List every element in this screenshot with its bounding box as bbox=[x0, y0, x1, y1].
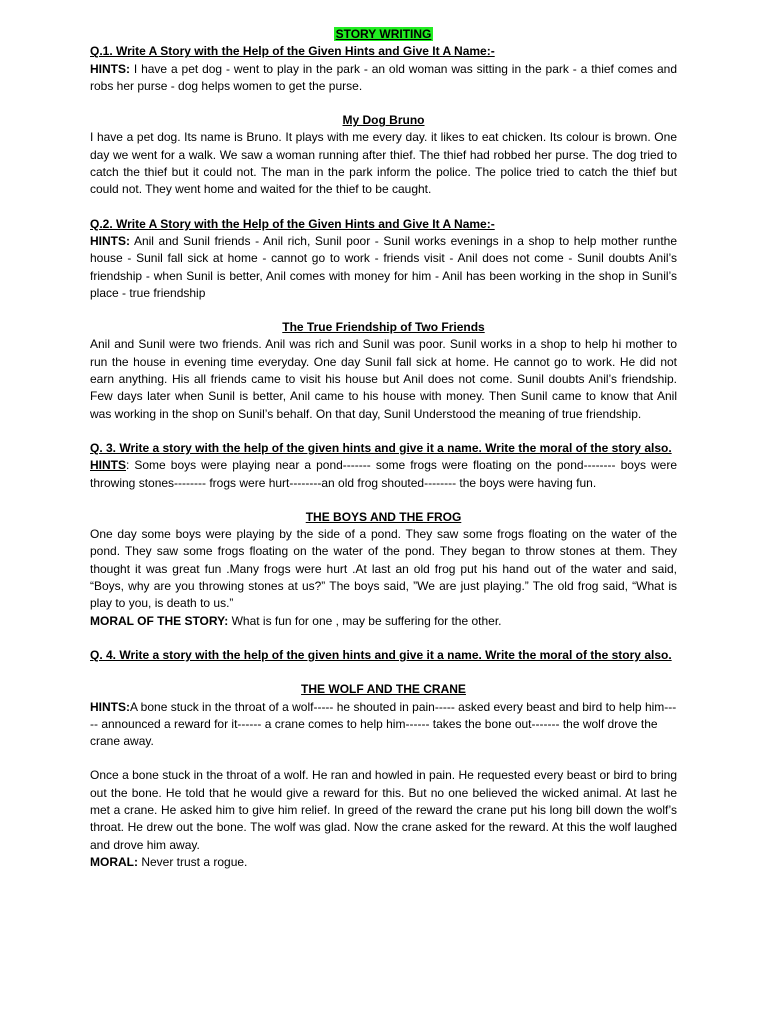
q3-question: Q. 3. Write a story with the help of the given hints and give it a name. Write the moral of the story also. bbox=[90, 440, 672, 455]
q3-story: One day some boys were playing by the side of a pond. They saw some frogs floating on the water of the pond. They saw some frogs floating on the water of the pond. They began to throw stones at them. They thought it was great fun .Many frogs were hurt .At last an old frog put his hand out of the water and said, “Boys, why are you throwing stones at us?” The boys said, ”We are just playing.” The old frog said, “What is play to you, is death to us.” bbox=[90, 527, 677, 611]
q4-hints-label: HINTS: bbox=[90, 699, 130, 714]
q4-story-title: THE WOLF AND THE CRANE bbox=[301, 682, 466, 697]
q1-story-title: My Dog Bruno bbox=[342, 113, 425, 128]
q2-question: Q.2. Write A Story with the Help of the Given Hints and Give It A Name:- bbox=[90, 216, 495, 231]
doc-title-line bbox=[90, 26, 677, 43]
q3-hints-label: HINTS bbox=[90, 458, 126, 473]
document-page bbox=[90, 26, 677, 871]
q2-hints-text: Anil and Sunil friends - Anil rich, Sunil poor - Sunil works evenings in a shop to help mother runthe house - Sunil fall sick at home - cannot go to work - friends visit - Anil does not come - Sunil doubts Anil’s friendship - when Sunil is better, Anil comes with money for him - Anil has been working in the shop in Sunil’s place - true friendship bbox=[90, 233, 677, 300]
q1-hints-text: I have a pet dog - went to play in the park - an old woman was sitting in the park - a thief comes and robs her purse - dog helps women to get the purse. bbox=[90, 61, 677, 93]
q4-moral-text: Never trust a rogue. bbox=[138, 854, 248, 869]
q3-moral-text: What is fun for one , may be suffering for the other. bbox=[228, 613, 502, 628]
q1-question: Q.1. Write A Story with the Help of the Given Hints and Give It A Name:- bbox=[90, 44, 495, 59]
q4-hints bbox=[90, 699, 677, 751]
q1-hints bbox=[90, 61, 677, 96]
q2-story: Anil and Sunil were two friends. Anil was rich and Sunil was poor. Sunil works in a shop to help hi mother to run the house in evening time everyday. One day Sunil fall sick at home. He cannot go to work. He did not earn anything. His all friends came to visit his house but Anil does not come. Sunil doubts Anil’s friendship. Few days later when Sunil is better, Anil came to his house with money. Then Sunil came to know that Anil was working in the shop on Sunil’s behalf. On that day, Sunil Understood the meaning of true friendship. bbox=[90, 337, 677, 421]
q3-moral bbox=[90, 613, 677, 630]
q4-question: Q. 4. Write a story with the help of the given hints and give it a name. Write the moral of the story also. bbox=[90, 647, 672, 662]
q3-story-title: THE BOYS AND THE FROG bbox=[305, 509, 462, 524]
q2-hints-label: HINTS: bbox=[90, 233, 130, 248]
doc-title: STORY WRITING bbox=[335, 27, 432, 41]
q4-moral bbox=[90, 854, 677, 871]
q1-hints-label: HINTS: bbox=[90, 61, 130, 76]
q3-hints-text: : Some boys were playing near a pond------- some frogs were floating on the pond-------- boys were throwing stones-------- frogs were hurt--------an old frog shouted-------- the boys were having fun. bbox=[90, 458, 677, 490]
q4-story: Once a bone stuck in the throat of a wolf. He ran and howled in pain. He requested every beast or bird to bring out the bone. He told that he would give a reward for this. But no one believed the wicked animal. At last he met a crane. He asked him to give him relief. In greed of the reward the crane put his long bill down the wolf’s throat. He drew out the bone. The wolf was glad. Now the crane asked for the reward. At this the wolf laughed and drove him away. bbox=[90, 768, 677, 852]
q2-story-title: The True Friendship of Two Friends bbox=[282, 320, 485, 335]
q4-moral-label: MORAL: bbox=[90, 854, 138, 869]
q4-hints-text: A bone stuck in the throat of a wolf----- he shouted in pain----- asked every beast and bird to help him----- announced a reward for it------ a crane comes to help him------ takes the bone out------- the wolf drove the crane away. bbox=[90, 699, 677, 749]
q3-hints bbox=[90, 457, 677, 492]
q3-moral-label: MORAL OF THE STORY: bbox=[90, 613, 229, 628]
q1-story: I have a pet dog. Its name is Bruno. It plays with me every day. it likes to eat chicken. Its colour is brown. One day we went for a walk. We saw a woman running after thief. The thief had robbed her purse. The dog tried to catch the thief but it could not. The man in the park inform the police. The police tried to catch the thief but could not. They went home and waited for the thief to be caught. bbox=[90, 130, 677, 197]
q2-hints bbox=[90, 233, 677, 302]
